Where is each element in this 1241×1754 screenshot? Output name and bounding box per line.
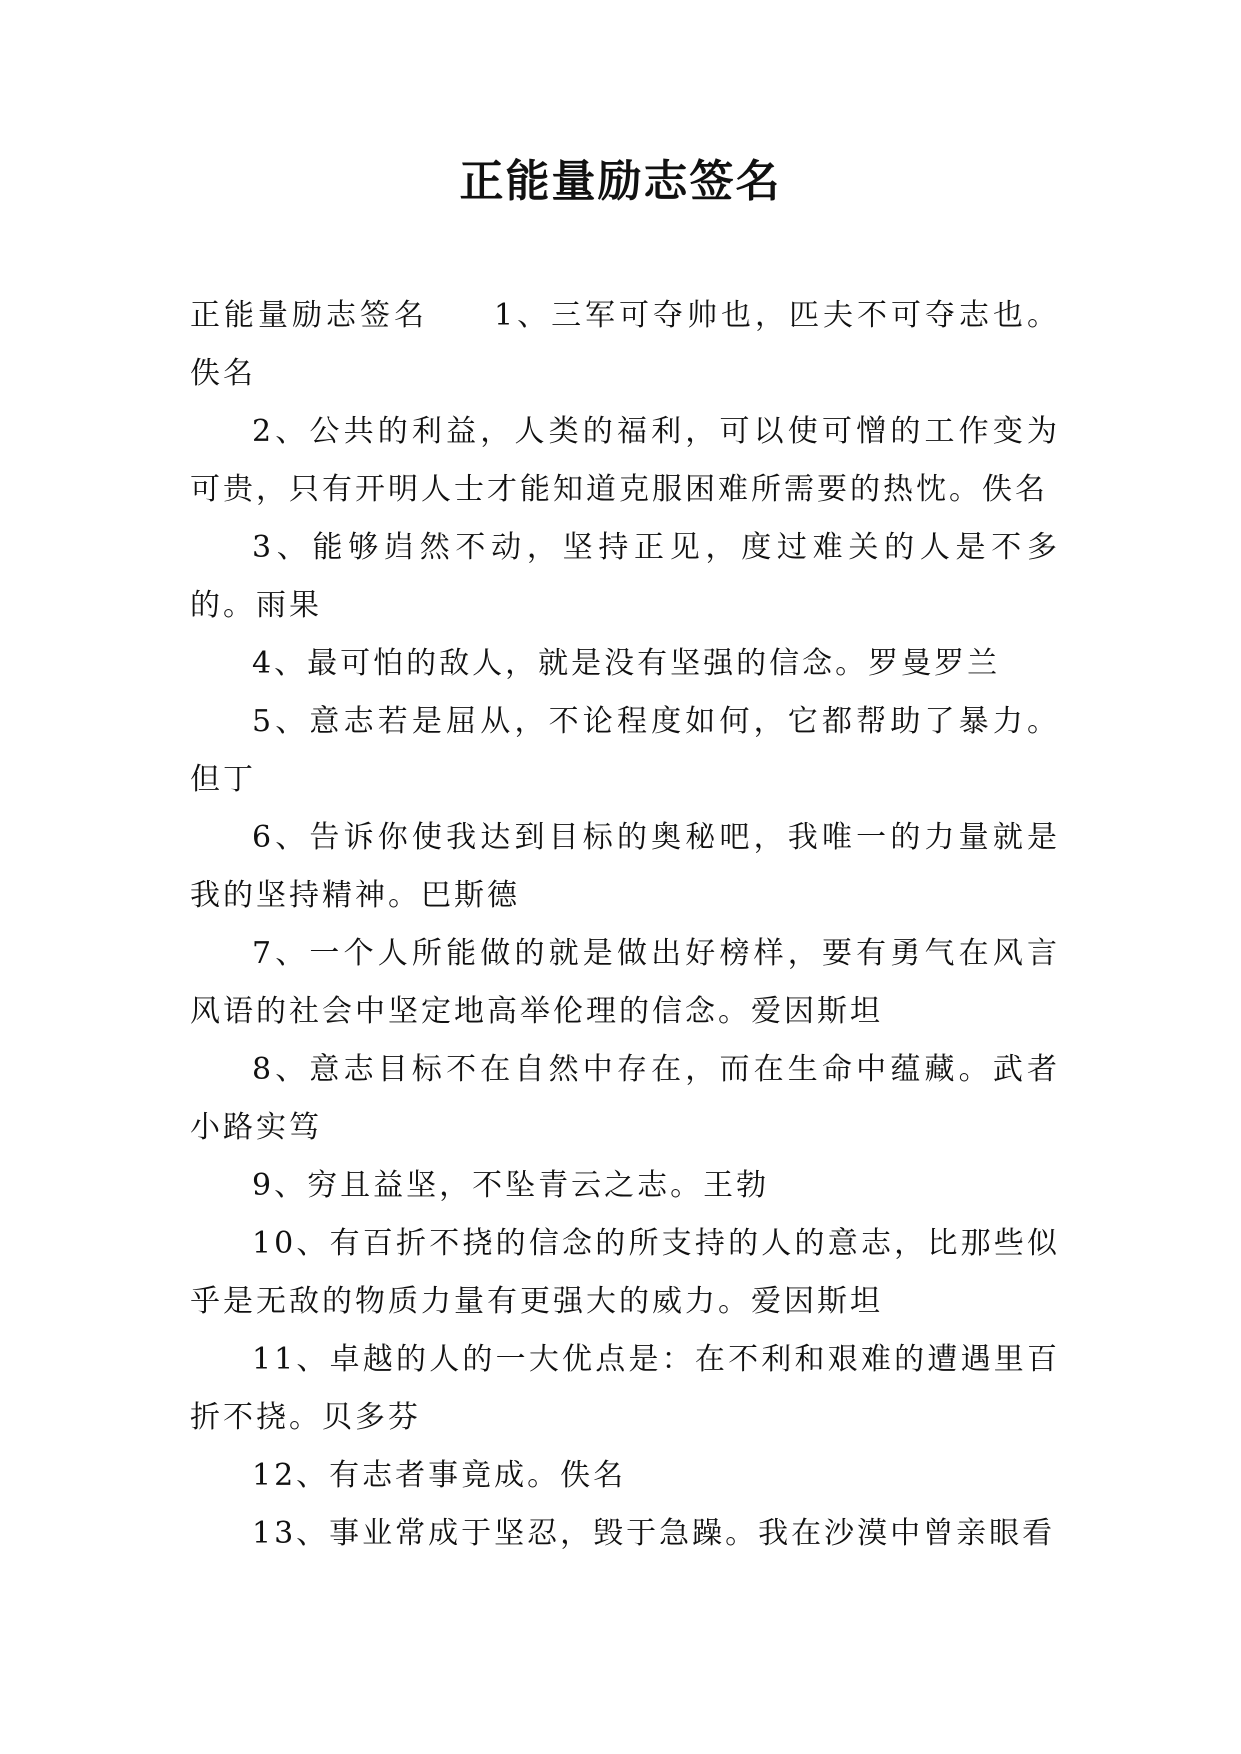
paragraph-4: 4、最可怕的敌人，就是没有坚强的信念。罗曼罗兰 <box>252 646 1001 681</box>
paragraph-13: 13、事业常成于坚忍，毁于急躁。我在沙漠中曾亲眼看 <box>252 1516 1056 1551</box>
quote-text: 1、三军可夺帅也，匹夫不可夺志也。佚名 <box>190 298 1061 391</box>
paragraph-6: 6、告诉你使我达到目标的奥秘吧，我唯一的力量就是我的坚持精神。巴斯德 <box>190 820 1060 913</box>
paragraph-5: 5、意志若是屈从，不论程度如何，它都帮助了暴力。但丁 <box>190 704 1060 797</box>
paragraph-7: 7、一个人所能做的就是做出好榜样，要有勇气在风言风语的社会中坚定地高举伦理的信念。爱因斯坦 <box>190 936 1060 1029</box>
paragraph-8: 8、意志目标不在自然中存在，而在生命中蕴藏。武者小路实笃 <box>190 1052 1060 1145</box>
document-title: 正能量励志签名 <box>459 156 782 207</box>
paragraph-12: 12、有志者事竟成。佚名 <box>252 1458 627 1493</box>
document-body <box>190 287 1060 1563</box>
intro-label: 正能量励志签名 <box>190 298 428 333</box>
paragraph-11: 11、卓越的人的一大优点是：在不利和艰难的遭遇里百折不挠。贝多芬 <box>190 1342 1060 1435</box>
paragraph-10: 10、有百折不挠的信念的所支持的人的意志，比那些似乎是无敌的物质力量有更强大的威力。爱因斯坦 <box>190 1226 1060 1319</box>
paragraph-1 <box>190 287 1060 403</box>
paragraph-2: 2、公共的利益，人类的福利，可以使可憎的工作变为可贵，只有开明人士才能知道克服困难所需要的热忱。佚名 <box>190 414 1060 507</box>
paragraph-3: 3、能够岿然不动，坚持正见，度过难关的人是不多的。雨果 <box>190 530 1060 623</box>
paragraph-9: 9、穷且益坚，不坠青云之志。王勃 <box>252 1168 770 1203</box>
